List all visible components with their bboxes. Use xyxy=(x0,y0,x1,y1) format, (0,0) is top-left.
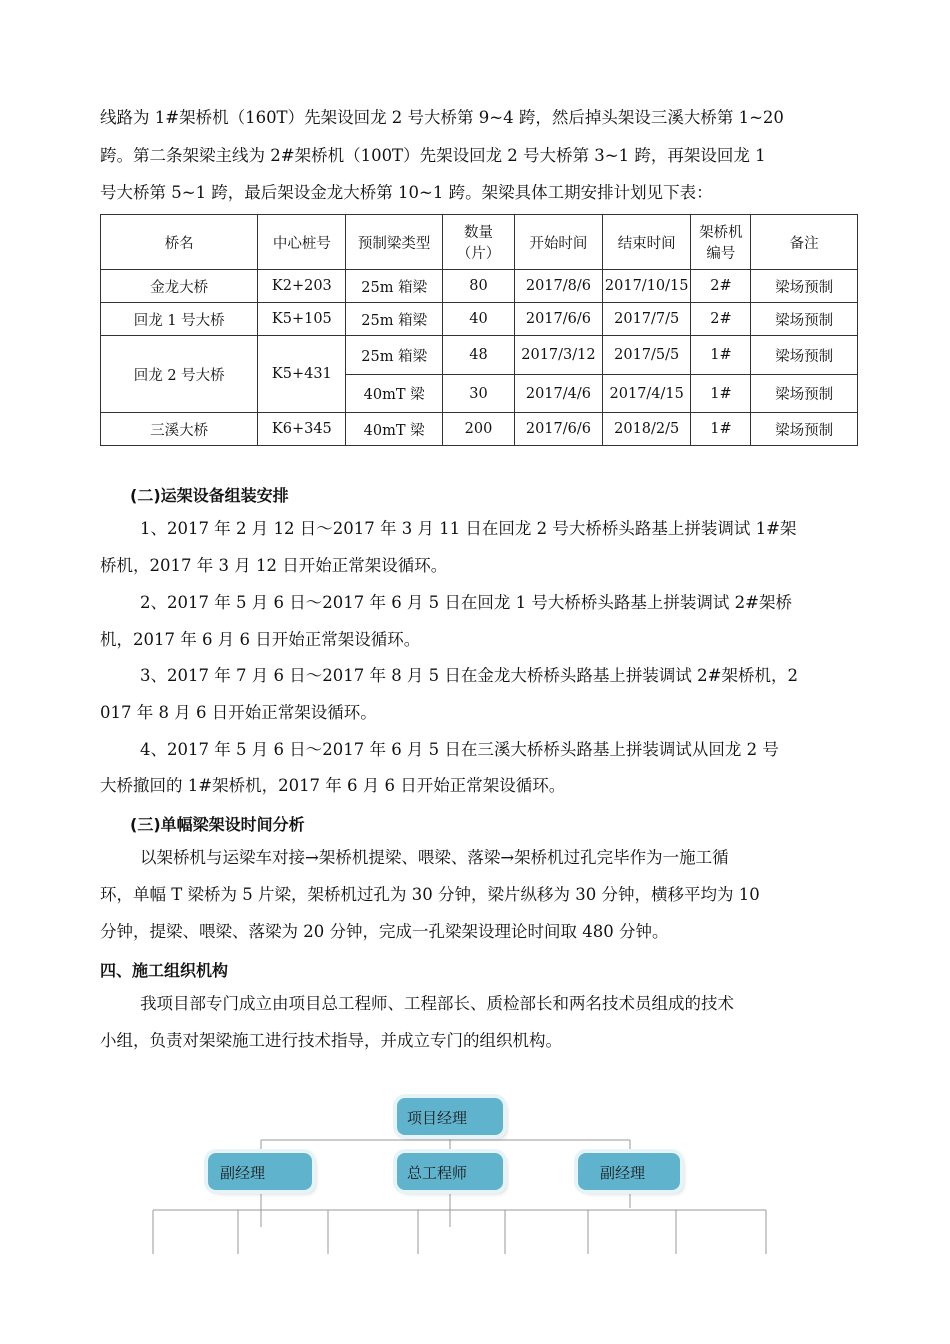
table-cell: 25m 箱梁 xyxy=(346,270,443,303)
table-cell: K5+105 xyxy=(258,303,346,336)
table-cell: 2# xyxy=(691,303,751,336)
table-cell: 80 xyxy=(443,270,515,303)
section4-line: 小组，负责对架梁施工进行技术指导，并成立专门的组织机构。 xyxy=(100,1031,562,1050)
table-cell: 2017/8/6 xyxy=(514,270,602,303)
org-box-project-manager xyxy=(397,1098,503,1135)
table-cell-merged: K5+431 xyxy=(258,336,346,413)
section3-heading: (三)单幅梁架设时间分析 xyxy=(130,815,305,834)
table-cell: 40mT 梁 xyxy=(346,413,443,446)
section4-heading: 四、施工组织机构 xyxy=(100,961,229,980)
table-cell: 2018/2/5 xyxy=(602,413,691,446)
section2-line: 4、2017 年 5 月 6 日～2017 年 6 月 5 日在三溪大桥桥头路基上拼装调试从回龙 2 号 xyxy=(140,740,779,759)
org-label-project-manager: 项目经理 xyxy=(407,1109,468,1127)
table-cell: 2017/6/6 xyxy=(514,303,602,336)
table-cell: 2017/3/12 xyxy=(514,336,602,375)
section2-line: 大桥撤回的 1#架桥机，2017 年 6 月 6 日开始正常架设循环。 xyxy=(100,776,566,795)
table-cell: 2017/6/6 xyxy=(514,413,602,446)
table-cell: 梁场预制 xyxy=(751,375,858,413)
table-cell: 30 xyxy=(443,375,515,413)
section2-line: 017 年 8 月 6 日开始正常架设循环。 xyxy=(100,703,377,722)
table-cell: 梁场预制 xyxy=(751,413,858,446)
col-header: 开始时间 xyxy=(514,215,602,270)
table-cell: K2+203 xyxy=(258,270,346,303)
table-cell: 三溪大桥 xyxy=(101,413,258,446)
org-label-deputy-manager-left: 副经理 xyxy=(220,1164,266,1182)
section2-line: 3、2017 年 7 月 6 日～2017 年 8 月 5 日在金龙大桥桥头路基上拼装调试 2#架桥机，2 xyxy=(140,666,798,685)
table-cell: 回龙 1 号大桥 xyxy=(101,303,258,336)
section3-line: 以架桥机与运梁车对接→架桥机提梁、喂梁、落梁→架桥机过孔完毕作为一施工循 xyxy=(140,848,729,867)
intro-line-3: 号大桥第 5~1 跨，最后架设金龙大桥第 10~1 跨。架梁具体工期安排计划见下表： xyxy=(100,183,713,202)
table-cell: 25m 箱梁 xyxy=(346,303,443,336)
qty-line-1: 数量 xyxy=(464,225,493,241)
table-cell: 40 xyxy=(443,303,515,336)
section2-line: 2、2017 年 5 月 6 日～2017 年 6 月 5 日在回龙 1 号大桥桥头路基上拼装调试 2#架桥 xyxy=(140,593,792,612)
table-cell: K6+345 xyxy=(258,413,346,446)
section3-line: 环，单幅 T 梁桥为 5 片梁，架桥机过孔为 30 分钟，梁片纵移为 30 分钟，横移平均为 10 xyxy=(100,885,760,904)
table-cell: 2017/4/15 xyxy=(602,375,691,413)
table-cell-merged: 回龙 2 号大桥 xyxy=(101,336,258,413)
qty-line-2: （片） xyxy=(456,246,501,262)
org-box-chief-engineer xyxy=(397,1153,503,1190)
col-header-qty xyxy=(443,215,515,270)
table-cell: 1# xyxy=(691,375,751,413)
table-cell: 2# xyxy=(691,270,751,303)
org-label-chief-engineer: 总工程师 xyxy=(407,1164,468,1182)
intro-line-1: 线路为 1#架桥机（160T）先架设回龙 2 号大桥第 9~4 跨，然后掉头架设三溪大桥第 1~20 xyxy=(100,108,784,127)
intro-line-2: 跨。第二条架梁主线为 2#架桥机（100T）先架设回龙 2 号大桥第 3~1 跨，再架设回龙 1 xyxy=(100,146,766,165)
table-row xyxy=(101,336,858,375)
table-row xyxy=(101,303,858,336)
section2-line: 机，2017 年 6 月 6 日开始正常架设循环。 xyxy=(100,630,421,649)
section2-line: 1、2017 年 2 月 12 日～2017 年 3 月 11 日在回龙 2 号大桥桥头路基上拼装调试 1#架 xyxy=(140,519,797,538)
col-header: 中心桩号 xyxy=(258,215,346,270)
table-row xyxy=(101,413,858,446)
table-row xyxy=(101,270,858,303)
col-header: 预制梁类型 xyxy=(346,215,443,270)
table-cell: 25m 箱梁 xyxy=(346,336,443,375)
col-header: 桥名 xyxy=(101,215,258,270)
section3-line: 分钟，提梁、喂梁、落梁为 20 分钟，完成一孔梁架设理论时间取 480 分钟。 xyxy=(100,922,669,941)
section4-line: 我项目部专门成立由项目总工程师、工程部长、质检部长和两名技术员组成的技术 xyxy=(140,994,734,1013)
table-cell: 梁场预制 xyxy=(751,336,858,375)
col-header-machine xyxy=(691,215,751,270)
table-cell: 2017/5/5 xyxy=(602,336,691,375)
table-cell: 2017/4/6 xyxy=(514,375,602,413)
table-header-row xyxy=(101,215,858,270)
machine-line-1: 架桥机 xyxy=(699,225,743,241)
section2-heading: (二)运架设备组装安排 xyxy=(130,486,289,505)
table-cell: 2017/10/15 xyxy=(602,270,691,303)
table-cell: 200 xyxy=(443,413,515,446)
table-cell: 金龙大桥 xyxy=(101,270,258,303)
table-cell: 梁场预制 xyxy=(751,270,858,303)
machine-line-2: 编号 xyxy=(706,246,736,262)
org-label-deputy-manager-right: 副经理 xyxy=(600,1164,646,1182)
org-box-deputy-manager-left xyxy=(208,1153,312,1190)
table-cell: 48 xyxy=(443,336,515,375)
table-cell: 梁场预制 xyxy=(751,303,858,336)
section2-line: 桥机，2017 年 3 月 12 日开始正常架设循环。 xyxy=(100,556,448,575)
col-header: 结束时间 xyxy=(602,215,691,270)
org-box-deputy-manager-right xyxy=(578,1153,680,1190)
table-cell: 40mT 梁 xyxy=(346,375,443,413)
table-cell: 1# xyxy=(691,413,751,446)
col-header: 备注 xyxy=(751,215,858,270)
schedule-table xyxy=(100,214,858,446)
table-cell: 2017/7/5 xyxy=(602,303,691,336)
table-cell: 1# xyxy=(691,336,751,375)
